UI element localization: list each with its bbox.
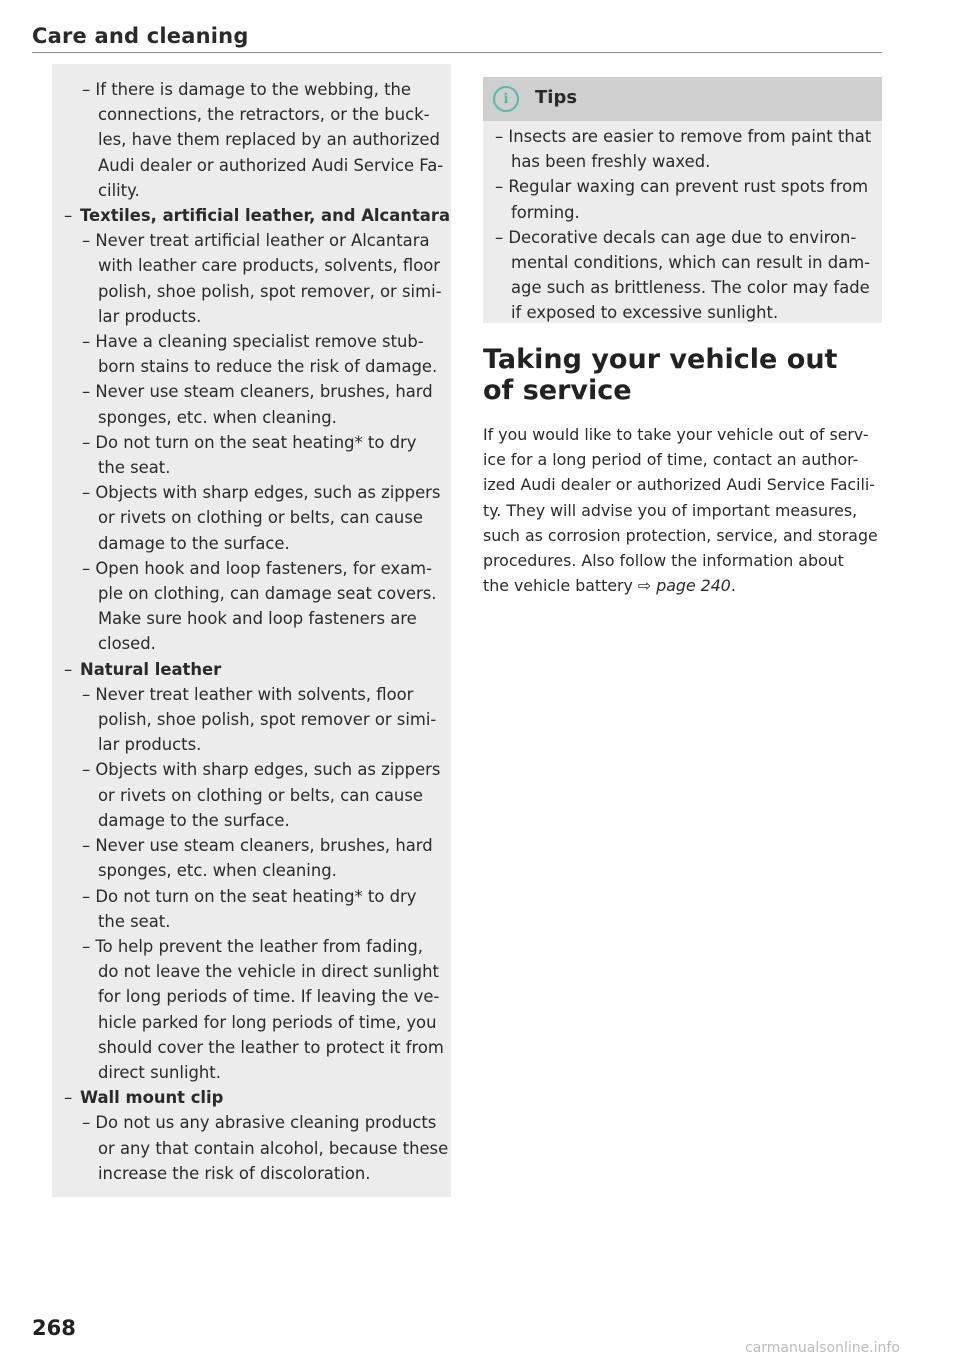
page-ref-link[interactable] (638, 576, 731, 595)
section-title (483, 344, 837, 406)
section-heading (64, 1085, 439, 1110)
list-item-line: should cover the leather to protect it from (98, 1037, 444, 1057)
list-item-line: or rivets on clothing or belts, can cause (98, 785, 423, 805)
list-item-line: do not leave the vehicle in direct sunlight (98, 962, 439, 982)
cleaning-sections (64, 203, 451, 1186)
list-item-line: – Objects with sharp edges, such as zippers (82, 760, 441, 780)
list-item-line: Make sure hook and loop fasteners are (98, 609, 417, 629)
list-item-line: – Do not turn on the seat heating* to dry (82, 432, 417, 452)
list-item-line: the seat. (98, 911, 171, 931)
section-heading-text: Textiles, artificial leather, and Alcantara (80, 206, 451, 226)
section-heading (64, 203, 451, 228)
list-item-line: – Objects with sharp edges, such as zippers (82, 483, 441, 503)
list-item-line: closed. (98, 634, 156, 654)
paragraph-line: such as corrosion protection, service, and storage (483, 525, 878, 545)
tip-line: has been freshly waxed. (511, 152, 711, 172)
tips-box (483, 77, 882, 323)
intro-item (64, 77, 444, 203)
paragraph-line: ty. They will advise you of important measures, (483, 500, 858, 520)
page-number: 268 (32, 1316, 76, 1340)
paragraph-line-last (483, 573, 878, 598)
list-item-line: – Do not us any abrasive cleaning products (82, 1113, 437, 1133)
arrow-right-icon: ⇨ (637, 576, 652, 596)
page-ref-text: page 240 (656, 576, 731, 596)
paragraph-end: . (730, 576, 736, 596)
tip-line: – Insects are easier to remove from paint that (495, 127, 872, 146)
list-item-line: with leather care products, solvents, floor (98, 256, 441, 276)
list-item-line: – Never use steam cleaners, brushes, hard (82, 382, 433, 402)
list-item-line: – Do not turn on the seat heating* to dry (82, 886, 417, 906)
paragraph-line: procedures. Also follow the information about (483, 551, 844, 571)
section-heading (64, 657, 439, 682)
list-item-line: damage to the surface. (98, 533, 290, 553)
page-header: Care and cleaning (32, 24, 249, 48)
list-item-line: polish, shoe polish, spot remover, or simi- (98, 281, 442, 301)
dash-bullet: – (64, 1088, 73, 1108)
tips-header (483, 77, 882, 121)
tip-line: forming. (511, 202, 580, 222)
tips-title: Tips (535, 87, 578, 108)
list-item-line: increase the risk of discoloration. (98, 1163, 371, 1183)
header-divider (32, 52, 882, 53)
list-item-line: – If there is damage to the webbing, the (82, 80, 411, 99)
list-item-line: ple on clothing, can damage seat covers. (98, 584, 437, 604)
tip-line: – Decorative decals can age due to environ- (495, 227, 857, 247)
list-item-line: cility. (98, 180, 140, 200)
list-item-line: – To help prevent the leather from fading, (82, 936, 423, 956)
dash-bullet: – (64, 659, 73, 679)
list-item-line: les, have them replaced by an authorized (98, 130, 440, 150)
left-warning-box (52, 64, 451, 1197)
list-item-line: lar products. (98, 735, 202, 755)
list-item-line: damage to the surface. (98, 810, 290, 830)
paragraph-text: the vehicle battery (483, 576, 638, 596)
list-item-line: – Never use steam cleaners, brushes, hard (82, 836, 433, 856)
watermark: carmanualsonline.info (745, 1340, 900, 1356)
list-item-line: sponges, etc. when cleaning. (98, 861, 337, 881)
list-item-line: sponges, etc. when cleaning. (98, 407, 337, 427)
storage-paragraph (483, 422, 878, 598)
paragraph-line: ice for a long period of time, contact an author- (483, 450, 859, 470)
section-heading-text: Wall mount clip (80, 1088, 224, 1108)
info-icon: i (493, 86, 519, 112)
tip-line: age such as brittleness. The color may fade (511, 278, 870, 298)
tips-list (483, 121, 882, 326)
list-item-line: – Never treat leather with solvents, floor (82, 684, 414, 704)
list-item-line: – Open hook and loop fasteners, for exam- (82, 558, 433, 578)
tip-line: if exposed to excessive sunlight. (511, 303, 779, 323)
list-item-line: born stains to reduce the risk of damage. (98, 357, 438, 377)
list-item-line: direct sunlight. (98, 1062, 221, 1082)
list-item-line: polish, shoe polish, spot remover or simi- (98, 710, 437, 730)
list-item-line: – Never treat artificial leather or Alcantara (82, 231, 430, 251)
paragraph-line: If you would like to take your vehicle out of serv- (483, 425, 869, 444)
list-item-line: – Have a cleaning specialist remove stub- (82, 332, 424, 352)
list-item-line: hicle parked for long periods of time, you (98, 1012, 437, 1032)
dash-bullet: – (64, 206, 73, 226)
paragraph-line: ized Audi dealer or authorized Audi Service Facili- (483, 475, 875, 495)
tip-line: – Regular waxing can prevent rust spots from (495, 177, 869, 197)
list-item-line: lar products. (98, 306, 202, 326)
section-title-line: of service (483, 375, 632, 406)
section-heading-text: Natural leather (80, 659, 222, 679)
list-item-line: for long periods of time. If leaving the ve- (98, 987, 440, 1007)
list-item-line: or rivets on clothing or belts, can cause (98, 508, 423, 528)
list-item-line: the seat. (98, 458, 171, 478)
list-item-line: connections, the retractors, or the buck- (98, 105, 430, 125)
section-title-line: Taking your vehicle out (483, 344, 838, 375)
list-item-line: Audi dealer or authorized Audi Service Fa- (98, 155, 444, 175)
tip-line: mental conditions, which can result in dam- (511, 253, 871, 273)
list-item-line: or any that contain alcohol, because these (98, 1138, 449, 1158)
